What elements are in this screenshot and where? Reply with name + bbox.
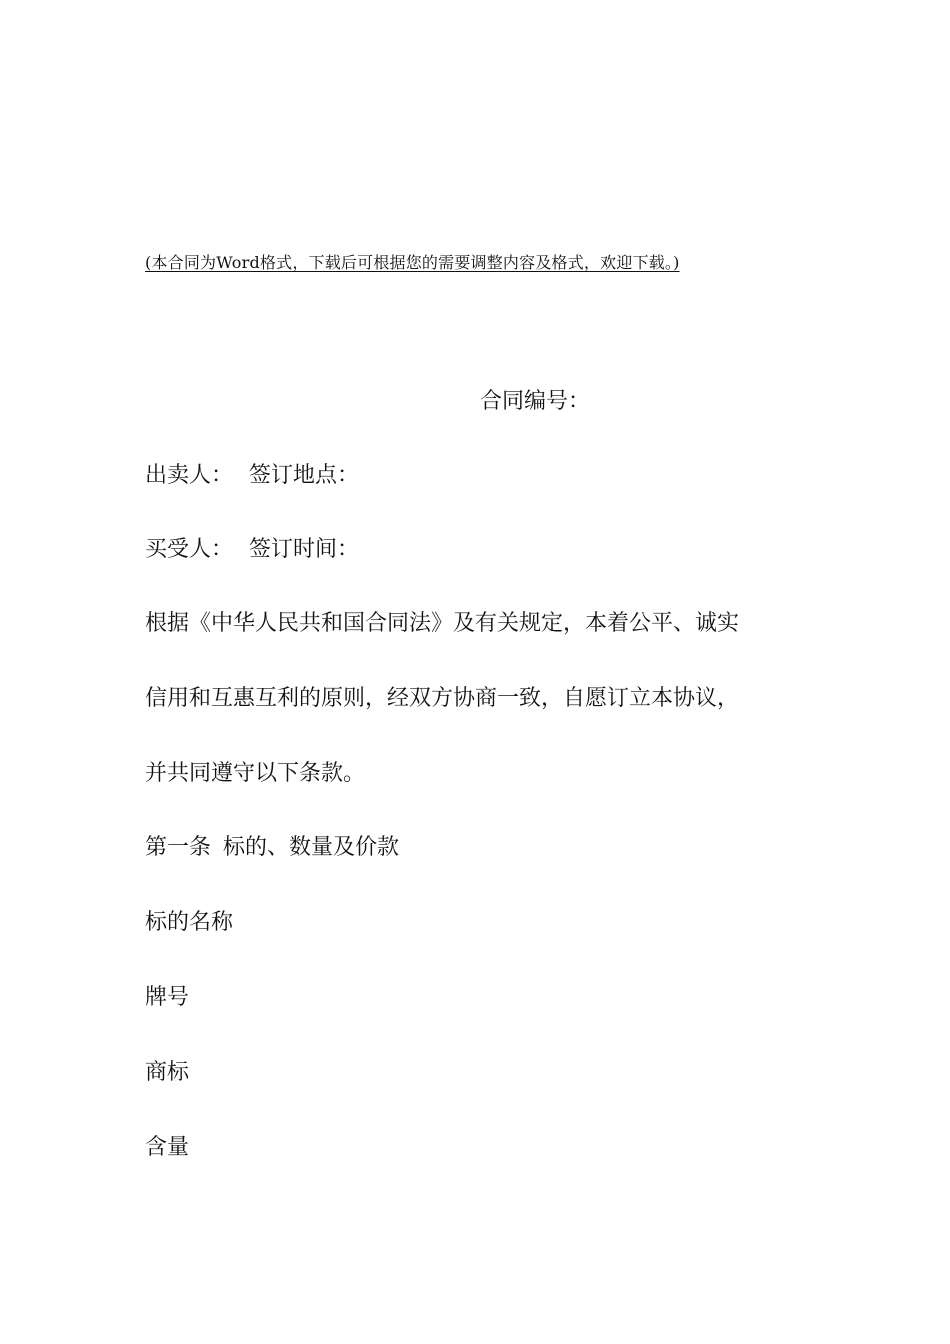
buyer-label: 买受人： xyxy=(145,537,234,562)
contract-number-label: 合同编号： xyxy=(480,389,591,414)
download-notice: (本合同为Word格式，下载后可根据您的需要调整内容及格式，欢迎下载。) xyxy=(145,253,680,272)
field-subject-name: 标的名称 xyxy=(145,910,234,935)
sign-place-label: 签订地点： xyxy=(249,463,360,488)
buyer-row xyxy=(145,535,359,565)
article-1-number: 第一条 xyxy=(145,835,212,860)
article-1-title: 标的、数量及价款 xyxy=(223,835,400,860)
preamble-line-2: 信用和互惠互利的原则，经双方协商一致，自愿订立本协议， xyxy=(145,686,740,711)
preamble-line-1: 根据《中华人民共和国合同法》及有关规定，本着公平、诚实 xyxy=(145,611,740,636)
seller-row xyxy=(145,461,359,491)
field-brand-number: 牌号 xyxy=(145,985,190,1010)
field-trademark: 商标 xyxy=(145,1060,190,1085)
article-1-heading xyxy=(145,833,399,863)
field-content: 含量 xyxy=(145,1135,190,1160)
seller-label: 出卖人： xyxy=(145,463,234,488)
sign-time-label: 签订时间： xyxy=(249,537,360,562)
preamble-line-3: 并共同遵守以下条款。 xyxy=(145,761,366,786)
